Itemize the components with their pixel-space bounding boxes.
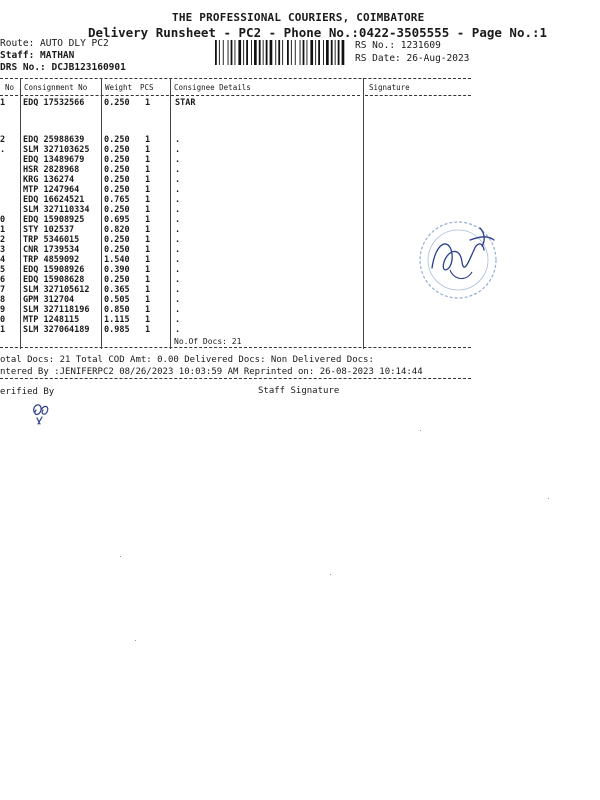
totals-line: otal Docs: 21 Total COD Amt: 0.00 Delivered Docs: Non Delivered Docs: <box>0 355 374 365</box>
row-number: 9 <box>0 305 6 315</box>
weight-value: 0.985 <box>104 325 130 335</box>
consignee-details: . <box>175 265 181 275</box>
weight-value: 0.250 <box>104 185 130 195</box>
consignment-number: SLM 327103625 <box>23 145 90 155</box>
weight-value: 0.250 <box>104 155 130 165</box>
row-number: 2 <box>0 235 6 245</box>
pcs-value: 1 <box>145 135 151 145</box>
pcs-value: 1 <box>145 305 151 315</box>
table-row <box>0 325 360 335</box>
consignment-number: EDQ 25988639 <box>23 135 85 145</box>
weight-value: 0.250 <box>104 145 130 155</box>
consignment-number: EDQ 15908925 <box>23 215 85 225</box>
row-number: 1 <box>0 98 6 108</box>
pcs-value: 1 <box>145 275 151 285</box>
row-number: 7 <box>0 285 6 295</box>
consignee-details: . <box>175 145 181 155</box>
column-header-pcs: PCS <box>140 83 154 92</box>
rubber-stamp-image <box>410 210 510 310</box>
consignee-details: . <box>175 155 181 165</box>
pcs-value: 1 <box>145 225 151 235</box>
column-header-consignee: Consignee Details <box>174 83 251 92</box>
table-row <box>0 275 360 285</box>
consignment-number: SLM 327110334 <box>23 205 90 215</box>
table-row <box>0 235 360 245</box>
column-header-no: No <box>5 83 15 92</box>
weight-value: 0.695 <box>104 215 130 225</box>
weight-value: 0.365 <box>104 285 130 295</box>
row-number: 0 <box>0 215 6 225</box>
weight-value: 0.390 <box>104 265 130 275</box>
pcs-value: 1 <box>145 255 151 265</box>
column-header-signature: Signature <box>369 83 410 92</box>
rs-number: RS No.: 1231609 <box>355 40 441 51</box>
consignment-number: EDQ 16624521 <box>23 195 85 205</box>
pcs-value: 1 <box>145 215 151 225</box>
consignment-number: SLM 327105612 <box>23 285 90 295</box>
verified-by-label: erified By <box>0 387 55 397</box>
pcs-value: 1 <box>145 98 151 108</box>
pcs-value: 1 <box>145 145 151 155</box>
pcs-value: 1 <box>145 205 151 215</box>
row-number: 3 <box>0 245 6 255</box>
pcs-value: 1 <box>145 195 151 205</box>
route-label: Route: AUTO DLY PC2 <box>0 38 109 49</box>
row-number: 2 <box>0 135 6 145</box>
weight-value: 1.115 <box>104 315 130 325</box>
table-row <box>0 205 360 215</box>
number-of-docs: No.Of Docs: 21 <box>174 337 242 346</box>
pcs-value: 1 <box>145 325 151 335</box>
scan-speck <box>420 430 421 431</box>
consignment-number: STY 102537 <box>23 225 75 235</box>
row-number: 6 <box>0 275 6 285</box>
weight-value: 0.250 <box>104 275 130 285</box>
consignee-details: . <box>175 235 181 245</box>
weight-value: 0.250 <box>104 175 130 185</box>
consignee-details: . <box>175 165 181 175</box>
table-row <box>0 175 360 185</box>
pcs-value: 1 <box>145 245 151 255</box>
table-row <box>0 185 360 195</box>
consignment-number: KRG 136274 <box>23 175 75 185</box>
consignee-details: . <box>175 295 181 305</box>
pcs-value: 1 <box>145 155 151 165</box>
scan-speck <box>330 574 331 575</box>
weight-value: 0.250 <box>104 235 130 245</box>
consignment-number: SLM 327064189 <box>23 325 90 335</box>
row-number: 1 <box>0 225 6 235</box>
rs-date: RS Date: 26-Aug-2023 <box>355 53 470 64</box>
weight-value: 0.250 <box>104 98 130 108</box>
table-row <box>0 215 360 225</box>
pcs-value: 1 <box>145 235 151 245</box>
table-row <box>0 255 360 265</box>
table-row <box>0 315 360 325</box>
column-divider <box>363 78 364 349</box>
barcode-image <box>215 40 345 65</box>
verifier-initials-image <box>28 398 54 426</box>
row-number: 5 <box>0 265 6 275</box>
table-row <box>0 225 360 235</box>
pcs-value: 1 <box>145 295 151 305</box>
pcs-value: 1 <box>145 165 151 175</box>
table-row <box>0 155 360 165</box>
consignee-details: . <box>175 255 181 265</box>
consignee-details: . <box>175 325 181 335</box>
weight-value: 0.250 <box>104 245 130 255</box>
table-row <box>0 245 360 255</box>
consignee-details: . <box>175 135 181 145</box>
consignee-details: . <box>175 275 181 285</box>
consignment-number: EDQ 17532566 <box>23 98 85 108</box>
drs-number: DRS No.: DCJB123160901 <box>0 62 126 73</box>
scan-speck <box>120 556 121 557</box>
consignment-number: EDQ 15908926 <box>23 265 85 275</box>
consignment-number: HSR 2828968 <box>23 165 80 175</box>
pcs-value: 1 <box>145 315 151 325</box>
consignment-number: GPM 312704 <box>23 295 75 305</box>
weight-value: 0.250 <box>104 165 130 175</box>
consignment-number: EDQ 15908628 <box>23 275 85 285</box>
runsheet-title: Delivery Runsheet - PC2 - Phone No.:0422-3505555 - Page No.:1 <box>88 25 548 40</box>
scan-speck <box>135 640 136 641</box>
consignment-number: CNR 1739534 <box>23 245 80 255</box>
table-row <box>0 265 360 275</box>
table-top-rule <box>0 78 471 79</box>
consignee-details: . <box>175 215 181 225</box>
table-row <box>0 165 360 175</box>
consignee-details: . <box>175 305 181 315</box>
weight-value: 0.765 <box>104 195 130 205</box>
company-name: THE PROFESSIONAL COURIERS, COIMBATORE <box>172 11 425 24</box>
pcs-value: 1 <box>145 265 151 275</box>
consignee-details: STAR <box>175 98 196 108</box>
entered-by-line: ntered By :JENIFERPC2 08/26/2023 10:03:59 AM Reprinted on: 26-08-2023 10:14:44 <box>0 367 423 377</box>
pcs-value: 1 <box>145 175 151 185</box>
table-bottom-rule <box>0 347 471 348</box>
column-header-weight: Weight <box>105 83 133 92</box>
pcs-value: 1 <box>145 185 151 195</box>
table-row <box>0 285 360 295</box>
table-row <box>0 195 360 205</box>
pcs-value: 1 <box>145 285 151 295</box>
consignment-number: EDQ 13489679 <box>23 155 85 165</box>
consignee-details: . <box>175 315 181 325</box>
consignment-number: TRP 5346015 <box>23 235 80 245</box>
weight-value: 0.850 <box>104 305 130 315</box>
table-row <box>0 135 360 145</box>
consignee-details: . <box>175 205 181 215</box>
weight-value: 0.250 <box>104 205 130 215</box>
consignment-number: SLM 327118196 <box>23 305 90 315</box>
consignment-number: MTP 1248115 <box>23 315 80 325</box>
row-number: 0 <box>0 315 6 325</box>
consignee-details: . <box>175 225 181 235</box>
table-row <box>0 145 360 155</box>
row-number: 1 <box>0 325 6 335</box>
signature-header-rule <box>365 95 471 96</box>
consignee-details: . <box>175 195 181 205</box>
consignee-details: . <box>175 285 181 295</box>
row-number: . <box>0 145 6 155</box>
consignee-details: . <box>175 245 181 255</box>
weight-value: 0.820 <box>104 225 130 235</box>
scan-speck <box>548 498 549 499</box>
row-number: 4 <box>0 255 6 265</box>
consignment-number: TRP 4859092 <box>23 255 80 265</box>
row-number: 8 <box>0 295 6 305</box>
staff-label: Staff: MATHAN <box>0 50 75 61</box>
consignment-number: MTP 1247964 <box>23 185 80 195</box>
column-header-consignment: Consignment No <box>24 83 88 92</box>
table-row <box>0 295 360 305</box>
weight-value: 0.250 <box>104 135 130 145</box>
weight-value: 1.540 <box>104 255 130 265</box>
table-header-rule <box>0 95 360 96</box>
consignee-details: . <box>175 185 181 195</box>
footer-rule <box>0 378 471 379</box>
table-row <box>0 305 360 315</box>
staff-signature-label: Staff Signature <box>258 386 340 396</box>
consignee-details: . <box>175 175 181 185</box>
weight-value: 0.505 <box>104 295 130 305</box>
table-row <box>0 98 360 108</box>
